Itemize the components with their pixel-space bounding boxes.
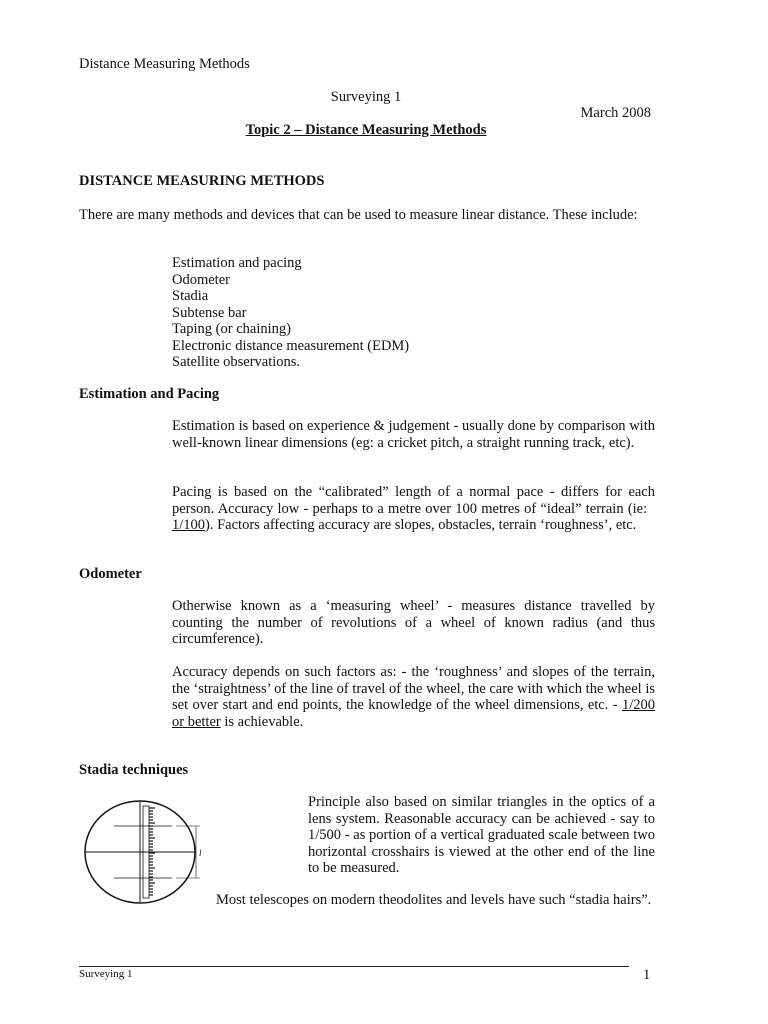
intro-paragraph: There are many methods and devices that can be used to measure linear distance. These include: xyxy=(79,207,638,223)
stadia-telescope-text: Most telescopes on modern theodolites and levels have such “stadia hairs”. xyxy=(216,892,652,908)
section-heading: DISTANCE MEASURING METHODS xyxy=(79,173,325,189)
footer-divider xyxy=(79,966,629,967)
odometer-accuracy-paragraph xyxy=(172,664,655,730)
accuracy-text-end: is achievable. xyxy=(224,713,304,730)
stadia-paragraph: Principle also based on similar triangles in the optics of a lens system. Reasonable accuracy can be achieved - say to 1/500 - as portion of a vertical graduated scale between two horizontal crosshairs is viewed at the other end of the line to be measured. xyxy=(308,794,655,876)
page-number: 1 xyxy=(643,967,651,983)
list-item: Electronic distance measurement (EDM) xyxy=(172,337,410,354)
odometer-heading: Odometer xyxy=(79,566,142,582)
footer-course: Surveying 1 xyxy=(79,968,133,980)
estimation-heading: Estimation and Pacing xyxy=(79,386,220,402)
estimation-paragraph: Estimation is based on experience & judgement - usually done by comparison with well-known linear dimensions (eg: a cricket pitch, a straight running track, etc). xyxy=(172,418,655,451)
stadia-heading: Stadia techniques xyxy=(79,762,189,778)
pacing-paragraph xyxy=(172,484,655,534)
pacing-text: Pacing is based on the “calibrated” length of a normal pace - differs for each person. Accuracy low - perhaps to a metre over 100 metres of “ideal” terrain (ie: xyxy=(172,484,655,517)
list-item: Subtense bar xyxy=(172,304,247,321)
pacing-ratio: 1/100 xyxy=(172,517,206,533)
list-item: Taping (or chaining) xyxy=(172,321,291,337)
course-title: Surveying 1 xyxy=(330,89,402,105)
document-date: March 2008 xyxy=(580,105,651,121)
list-item: Estimation and pacing xyxy=(172,255,302,271)
topic-title: Topic 2 – Distance Measuring Methods xyxy=(245,122,487,138)
odometer-paragraph: Otherwise known as a ‘measuring wheel’ - measures distance travelled by counting the number of revolutions of a wheel of known radius (and thus circumference). xyxy=(172,598,655,647)
pacing-text-end: ). Factors affecting accuracy are slopes, obstacles, terrain ‘roughness’, etc. xyxy=(205,517,637,533)
accuracy-ratio: 1/200 or better xyxy=(172,697,655,730)
methods-list xyxy=(172,255,409,371)
telescope-stadia-figure xyxy=(80,798,215,906)
list-item: Stadia xyxy=(172,288,209,304)
figure-label: l xyxy=(199,848,202,858)
accuracy-text: Accuracy depends on such factors as: - the ‘roughness’ and slopes of the terrain, the ‘straightness’ of the line of travel of the wheel, the care with which the wheel is set over start and end points, the knowledge of the wheel dimensions, etc. - xyxy=(172,664,655,713)
running-title: Distance Measuring Methods xyxy=(79,56,250,72)
list-item: Odometer xyxy=(172,271,230,288)
stadia-telescope-paragraph xyxy=(79,892,655,909)
list-item: Satellite observations. xyxy=(172,354,301,370)
